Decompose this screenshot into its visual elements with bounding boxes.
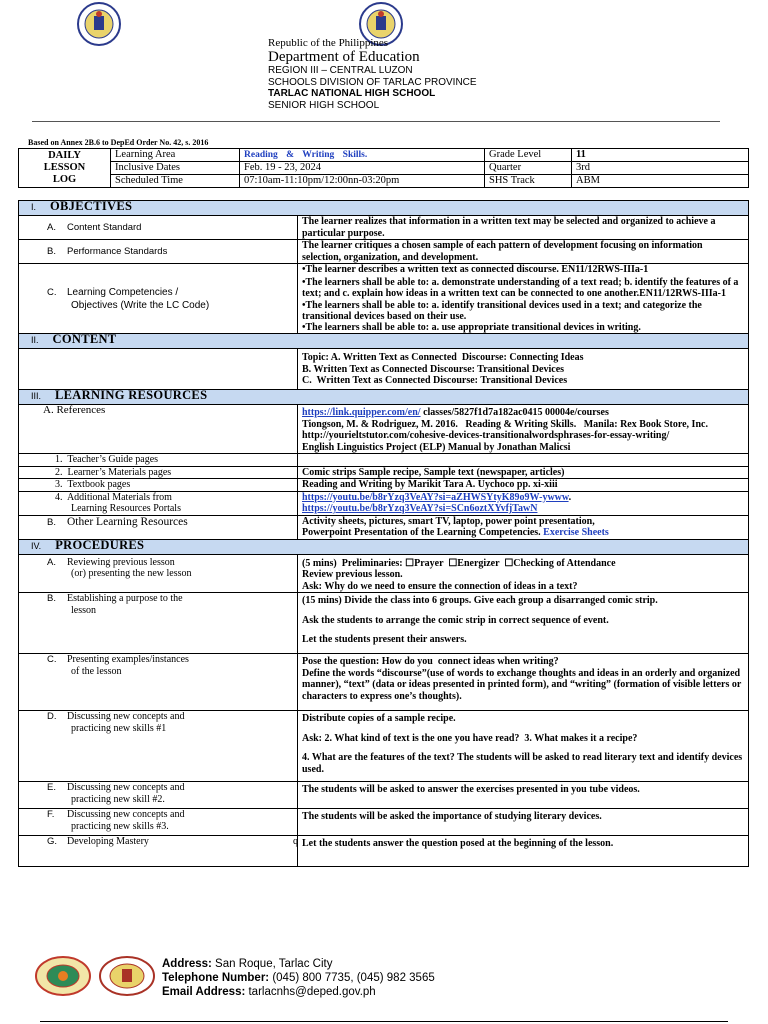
scheduled-time-value: 07:10am-11:10pm/12:00nn-03:20pm <box>240 175 485 188</box>
stray-character: q <box>293 836 298 848</box>
lesson-plan-table <box>18 200 749 867</box>
row-teachers-guide <box>19 454 749 467</box>
inclusive-dates-label: Inclusive Dates <box>111 162 240 175</box>
procedure-line: Define the words “discourse”(use of words to exchange thoughts and ideas in an orderly and organized manner), “text” (data or ideas presented in printed form), and “writing” (formation of visible letters or characters to express one’s thoughts). <box>302 667 742 702</box>
scheduled-time-label: Scheduled Time <box>111 175 240 188</box>
deped-tayo-logo-icon <box>98 956 156 996</box>
row-procedure-c: C. Presenting examples/instances of the lesson Pose the question: How do you connect ideas when writing? Define the words “discourse”(use of words to exchange thoughts and ideas in an orderly and organized manner), “text” (data or ideas presented in printed form), and “writing” (formation of visible letters or characters to express one’s thoughts). <box>19 654 749 711</box>
performance-standards-text: The learner critiques a chosen sample of each pattern of development focusing on information selection, organization, and development. <box>298 240 749 264</box>
learning-competencies-list <box>298 264 749 334</box>
row-learners-materials <box>19 466 749 479</box>
division-line: SCHOOLS DIVISION OF TARLAC PROVINCE <box>268 76 477 88</box>
quipper-link[interactable]: https://link.quipper.com/en/ <box>302 407 421 419</box>
dll-title: DAILY LESSON LOG <box>19 149 111 188</box>
textbook-label: 3. Textbook pages <box>19 479 298 492</box>
region-line: REGION III – CENTRAL LUZON <box>268 65 413 76</box>
grade-level-label: Grade Level <box>485 149 572 162</box>
letterhead <box>268 38 477 111</box>
procedure-line: Review previous lesson. <box>302 569 403 581</box>
shs-track-label: SHS Track <box>485 175 572 188</box>
header-divider <box>32 121 720 122</box>
youtube-link[interactable]: https://youtu.be/b8rYzq3VeAY?si=aZHWSYtyK89o9W-ywww <box>302 491 569 503</box>
row-other-resources: B. Other Learning Resources Activity sheets, pictures, smart TV, laptop, power point presentation, Powerpoint Presentation of the Learning Competencies. Exercise Sheets <box>19 515 749 539</box>
teachers-guide-label: 1. Teacher’s Guide pages <box>19 454 298 467</box>
other-resources-label: Other Learning Resources <box>67 515 188 528</box>
row-procedure-d: D. Discussing new concepts and practicing new skills #1 Distribute copies of a sample recipe. Ask: 2. What kind of text is the one you have read? 3. What makes it a recipe? 4. What are the features of the text? The students will be asked to read literary text and identify devices used. <box>19 711 749 782</box>
procedure-e-text: The students will be asked to answer the exercises presented in you tube videos. <box>298 782 749 809</box>
section-learning-resources: III. LEARNING RESOURCES <box>19 390 749 405</box>
row-additional-materials: 4. Additional Materials from Learning Resources Portals https://youtu.be/b8rYzq3VeAY?si=aZHWSYtyK89o9W-ywww. https://youtu.be/b8rYzq3VeAY?si=SCn6oztXYvfjTawN <box>19 491 749 515</box>
learners-materials-value: Comic strips Sample recipe, Sample text (newspaper, articles) <box>298 466 749 479</box>
procedure-line: 4. What are the features of the text? The students will be asked to read literary text and identify devices used. <box>302 752 743 775</box>
youtube-link[interactable]: https://youtu.be/b8rYzq3VeAY?si=SCn6oztXYvfjTawN <box>302 503 538 515</box>
row-procedure-e: E. Discussing new concepts and practicing new skill #2. The students will be asked to answer the exercises presented in you tube videos. <box>19 782 749 809</box>
content-standard-label: Content Standard <box>67 221 142 233</box>
competency-item: •The learners shall be able to: a. identify transitional devices used in a text; and categorize the transitional devices based on their use. <box>302 299 702 322</box>
procedure-line: Let the students present their answers. <box>302 634 467 646</box>
content-line: B. Written Text as Connected Discourse: Transitional Devices <box>302 363 565 375</box>
school-line: TARLAC NATIONAL HIGH SCHOOL <box>268 88 436 99</box>
content-line: C. Written Text as Connected Discourse: Transitional Devices <box>302 375 568 387</box>
reference-line: http://yourieltstutor.com/cohesive-devices-transitionalwordsphrases-for-essay-writing/ <box>302 430 670 442</box>
shs-track-value: ABM <box>572 175 749 188</box>
other-resources-line: Activity sheets, pictures, smart TV, laptop, power point presentation, <box>302 515 595 527</box>
inclusive-dates-value: Feb. 19 - 23, 2024 <box>240 162 485 175</box>
learners-materials-label: 2. Learner’s Materials pages <box>19 466 298 479</box>
content-standard-text: The learner realizes that information in a written text may be selected and organized to achieve a particular purpose. <box>298 216 749 240</box>
email-value: tarlacnhs@deped.gov.ph <box>245 986 376 998</box>
annex-note: Based on Annex 2B.6 to DepEd Order No. 42, s. 2016 <box>28 138 209 147</box>
quarter-label: Quarter <box>485 162 572 175</box>
procedure-line: (5 mins) Preliminaries: ☐Prayer ☐Energizer ☐Checking of Attendance <box>302 557 616 569</box>
procedure-line: (15 mins) Divide the class into 6 groups. Give each group a disarranged comic strip. <box>302 595 658 607</box>
row-procedure-g: G. Developing Mastery q Let the students answer the question posed at the beginning of the lesson. <box>19 836 749 867</box>
textbook-value: Reading and Writing by Marikit Tara A. Uychoco pp. xi-xiii <box>298 479 749 492</box>
references-label: A. References <box>19 405 298 454</box>
level-line: SENIOR HIGH SCHOOL <box>268 99 380 111</box>
row-references: A. References https://link.quipper.com/en/ classes/5827f1d7a182ac0415 00004e/courses Tiongson, M. & Rodriguez, M. 2016. Reading & Writing Skills. Manila: Rex Book Store, Inc. http://yourieltstutor.com/cohesive-devices-transitionalwordsphrases-for-essay-writing/ English Linguistics Project (ELP) Manual by Jonathan Malicsi <box>19 405 749 454</box>
row-learning-competencies: C. Learning Competencies / Objectives (Write the LC Code) •The learner describes a written text as connected discourse. EN11/12RWS-IIIa-1 •The learners shall be able to: a. demonstrate understanding of a text read; b. identify the features of a text; and c. explain how ideas in a written text can be connected to one another.EN11/12RWS-IIIa-1 •The learners shall be able to: a. identify transitional devices used in a text; and categorize the transitional devices based on their use. •The learners shall be able to: a. use appropriate transitional devices in writing. <box>19 264 749 334</box>
procedure-line: Ask: Why do we need to ensure the connection of ideas in a text? <box>302 580 578 592</box>
procedure-line: Ask the students to arrange the comic strip in correct sequence of event. <box>302 614 609 626</box>
teachers-guide-value <box>298 454 749 467</box>
row-procedure-b: B. Establishing a purpose to the lesson (15 mins) Divide the class into 6 groups. Give each group a disarranged comic strip. Ask the students to arrange the comic strip in correct sequence of event. Let the students present their answers. <box>19 593 749 654</box>
quarter-value: 3rd <box>572 162 749 175</box>
performance-standards-label: Performance Standards <box>67 245 168 257</box>
procedure-line: Distribute copies of a sample recipe. <box>302 713 456 725</box>
procedure-line: Pose the question: How do you connect ideas when writing? <box>302 656 559 668</box>
section-procedures: IV. PROCEDURES <box>19 539 749 554</box>
row-procedure-f: F. Discussing new concepts and practicing new skills #3. The students will be asked the importance of studying literary devices. <box>19 809 749 836</box>
other-resources-line: Powerpoint Presentation of the Learning Competencies. <box>302 527 544 539</box>
competency-item: •The learner describes a written text as connected discourse. EN11/12RWS-IIIa-1 <box>302 264 649 275</box>
section-objectives: I. OBJECTIVES <box>19 201 749 216</box>
deped-seal-left-icon <box>70 2 128 46</box>
procedure-f-text: The students will be asked the importance of studying literary devices. <box>298 809 749 836</box>
phone-value: (045) 800 7735, (045) 982 3565 <box>269 972 435 984</box>
procedure-line: Ask: 2. What kind of text is the one you have read? 3. What makes it a recipe? <box>302 732 638 744</box>
competency-item: •The learners shall be able to: a. demonstrate understanding of a text read; b. identify the features of a text; and c. explain how ideas in a written text can be connected to one another.EN11/12RWS-IIIa-1 <box>302 277 739 300</box>
row-procedure-a: A. Reviewing previous lesson (or) presenting the new lesson (5 mins) Preliminaries: ☐Prayer ☐Energizer ☐Checking of Attendance Review previous lesson. Ask: Why do we need to ensure the connection of ideas in a text? <box>19 554 749 593</box>
competency-item: •The learners shall be able to: a. use appropriate transitional devices in writing. <box>302 322 641 334</box>
procedure-g-text: Let the students answer the question posed at the beginning of the lesson. <box>298 836 749 867</box>
grade-level-value: 11 <box>572 149 749 162</box>
row-content-standard: A. Content Standard The learner realizes that information in a written text may be selected and organized to achieve a particular purpose. <box>19 216 749 240</box>
republic-line: Republic of the Philippines <box>268 37 389 49</box>
reference-line: Tiongson, M. & Rodriguez, M. 2016. Reading & Writing Skills. Manila: Rex Book Store, Inc. <box>302 418 708 430</box>
exercise-sheets-text: Exercise Sheets <box>543 527 609 539</box>
section-content: II. CONTENT <box>19 334 749 349</box>
row-performance-standards: B. Performance Standards The learner critiques a chosen sample of each pattern of development focusing on information selection, organization, and development. <box>19 240 749 264</box>
row-content <box>19 349 749 390</box>
department-line: Department of Education <box>268 49 420 65</box>
learning-area-label: Learning Area <box>111 149 240 162</box>
footer-contact: Address: San Roque, Tarlac City Telephone Number: (045) 800 7735, (045) 982 3565 Email Address: tarlacnhs@deped.gov.ph <box>162 958 435 998</box>
reference-line: English Linguistics Project (ELP) Manual by Jonathan Malicsi <box>302 441 571 453</box>
learning-area-value: Reading & Writing Skills. <box>240 149 485 162</box>
address-value: San Roque, Tarlac City <box>211 958 333 970</box>
footer-divider <box>40 1021 728 1022</box>
dll-info-table <box>18 148 749 188</box>
row-textbook <box>19 479 749 492</box>
school-seal-icon <box>34 956 92 996</box>
content-line: Topic: A. Written Text as Connected Discourse: Connecting Ideas <box>302 352 584 364</box>
